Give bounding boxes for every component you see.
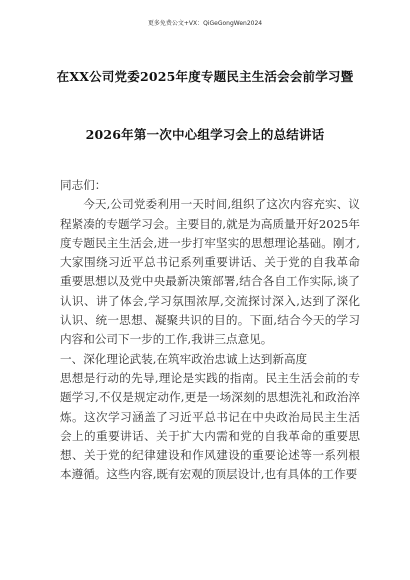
document-title-line-2: 2026年第一次中心组学习会上的总结讲话 (85, 127, 325, 142)
paragraph-intro: 今天,公司党委利用一天时间,组织了这次内容充实、议程紧凑的专题学习会。主要目的,就是为高质量开好2025年度专题民主生活会,进一步打牢坚实的思想理论基础。刚才,大家围绕习近平总书记系列重要讲话、关于党的自我革命重要思想以及党中央最新决策部署,结合各自工作实际,谈了认识、讲了体会,学习氛围浓厚,交流探讨深入,达到了深化认识、统一思想、凝聚共识的目的。下面,结合今天的学习内容和公司下一步的工作,我讲三点意见。 (60, 197, 360, 347)
section-heading-1: 一、深化理论武装,在筑牢政治忠诚上达到新高度 (60, 351, 308, 366)
salutation: 同志们： (60, 178, 107, 192)
page-header-promo: 更多免费公文+VX：QiGeGongWen2024 (147, 20, 263, 27)
paragraph-section-1: 思想是行动的先导,理论是实践的指南。民主生活会前的专题学习,不仅是规定动作,更是一场深刻的思想洗礼和政治淬炼。这次学习涵盖了习近平总书记在中央政治局民主生活会上的重要讲话、关于扩大内需和党的自我革命的重要思想、关于党的纪律建设和作风建设的重要论述等一系列根本遵循。这些内容,既有宏观的顶层设计,也有具体的工作要 (60, 370, 360, 482)
document-title-line-1: 在XX公司党委2025年度专题民主生活会会前学习暨 (56, 69, 354, 84)
document-body (60, 176, 360, 485)
